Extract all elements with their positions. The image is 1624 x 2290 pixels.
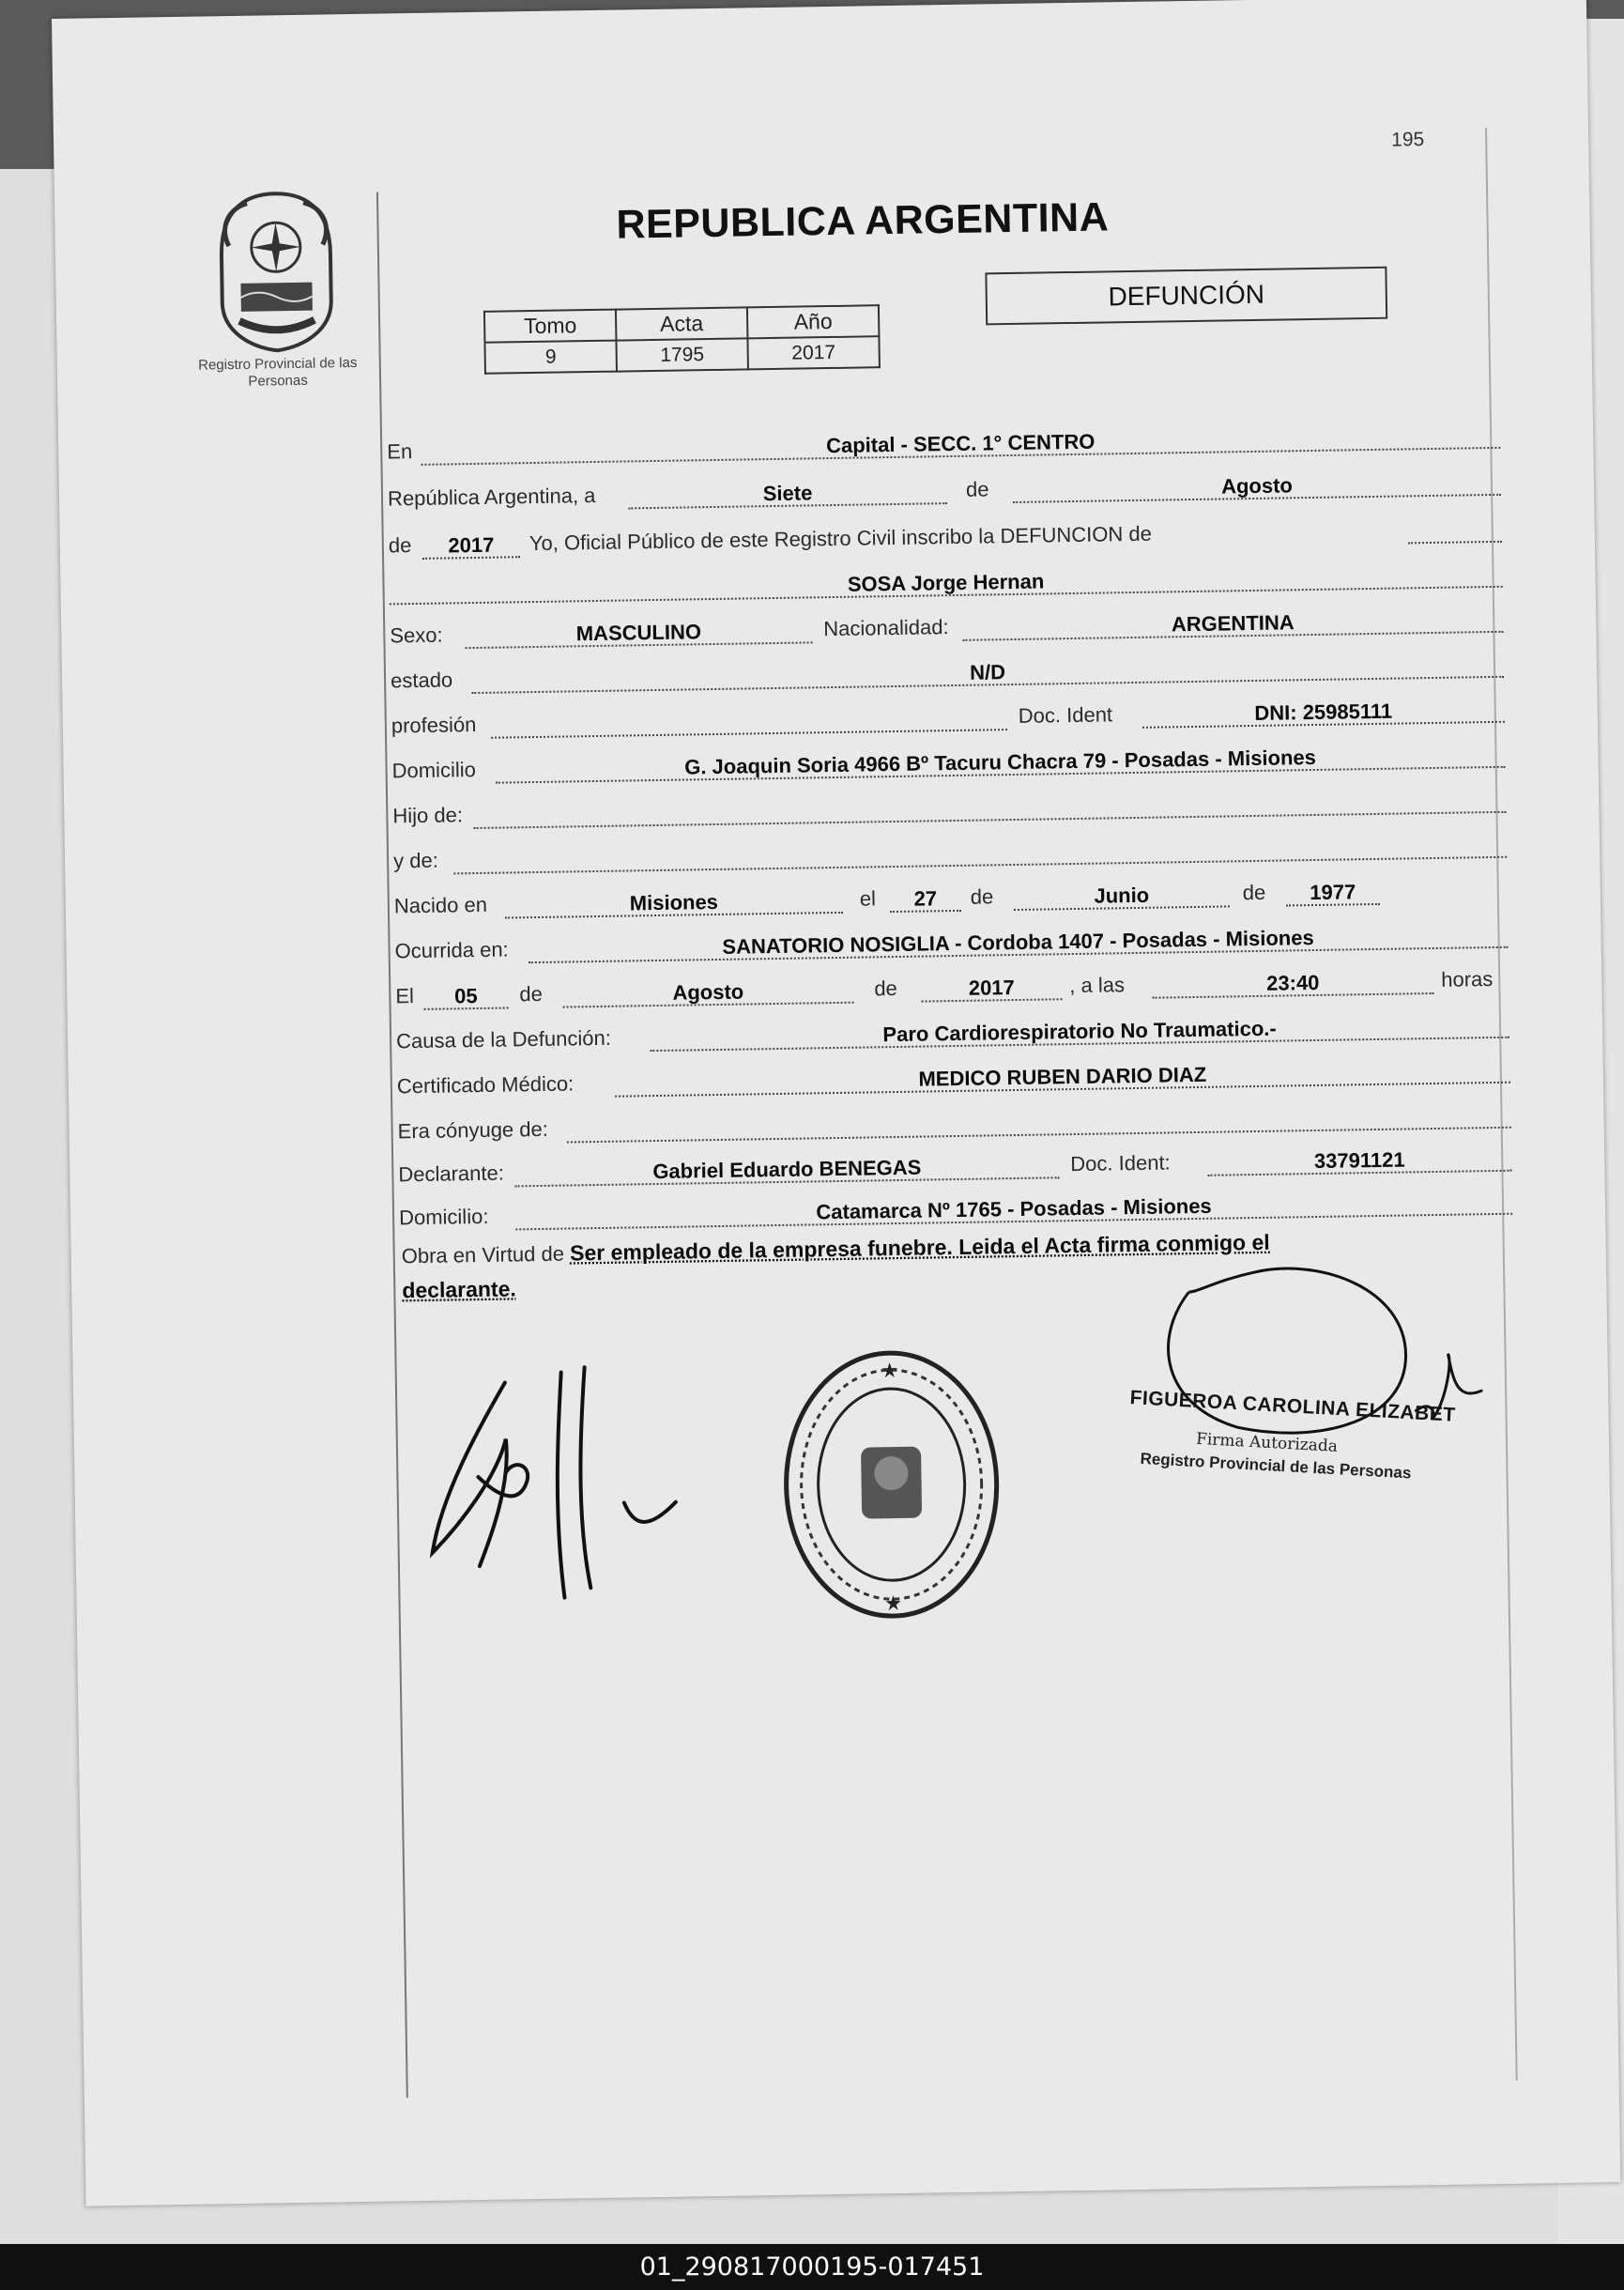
value-nacionalidad: ARGENTINA: [1171, 610, 1295, 637]
value-nac-mes: Junio: [1094, 883, 1150, 908]
document-title: REPUBLICA ARGENTINA: [616, 194, 1110, 248]
label-doc-ident-2: Doc. Ident:: [1070, 1150, 1171, 1176]
label-a-las: , a las: [1069, 973, 1126, 998]
label-domicilio: Domicilio: [391, 758, 477, 783]
value-declarante: Gabriel Eduardo BENEGAS: [652, 1155, 922, 1184]
field-nacionalidad: [962, 606, 1503, 641]
label-conyuge: Era cónyuge de:: [397, 1116, 549, 1144]
issuer-caption: Registro Provincial de las Personas: [198, 354, 358, 390]
label-certificado: Certificado Médico:: [396, 1071, 575, 1099]
field-ocurrida: [528, 921, 1508, 963]
field-nacido: [505, 886, 843, 919]
label-de-6: de: [874, 976, 898, 1001]
value-obra-1: Ser empleado de la empresa funebre. Leida el Acta firma conmigo el: [569, 1229, 1270, 1266]
row-y-de: [393, 826, 1510, 878]
registry-stamp-icon: [772, 1342, 1011, 1627]
field-dia: [628, 477, 947, 509]
ref-value-anio: 2017: [747, 336, 880, 369]
label-el-2: El: [395, 984, 415, 1008]
row-inscribo: [389, 511, 1506, 562]
value-domicilio-2: Catamarca Nº 1765 - Posadas - Misiones: [816, 1193, 1212, 1224]
ref-header-anio: Año: [747, 305, 880, 338]
death-certificate-page: [52, 0, 1620, 2206]
row-ocurrida: [394, 916, 1511, 968]
label-domicilio-2: Domicilio:: [398, 1204, 489, 1230]
field-nac-mes: [1014, 880, 1230, 911]
value-doc-ident: DNI: 25985111: [1254, 699, 1393, 725]
field-anio: [422, 530, 520, 560]
value-nac-dia: 27: [913, 886, 938, 911]
row-certificado: [397, 1052, 1514, 1103]
field-certificado: [615, 1056, 1510, 1098]
label-doc-ident: Doc. Ident: [1018, 702, 1113, 728]
row-nombre: [389, 556, 1506, 607]
label-ocurrida: Ocurrida en:: [394, 937, 509, 963]
value-dia: Siete: [762, 481, 813, 506]
row-conyuge: [397, 1097, 1514, 1148]
row-causa: [396, 1007, 1513, 1058]
official-office: Registro Provincial de las Personas: [1140, 1449, 1412, 1483]
label-estado: estado: [390, 668, 453, 693]
record-type-box: DEFUNCIÓN: [985, 267, 1387, 326]
field-causa: [650, 1011, 1509, 1052]
field-fall-mes: [562, 976, 853, 1008]
value-nombre: SOSA Jorge Hernan: [847, 569, 1045, 596]
label-horas: horas: [1441, 967, 1494, 991]
value-fall-anio: 2017: [968, 976, 1015, 1000]
row-sexo: [390, 601, 1507, 653]
field-nombre: [389, 561, 1502, 606]
label-de-1: de: [965, 477, 989, 501]
field-domicilio: [495, 741, 1505, 784]
row-profesion: [391, 691, 1509, 743]
field-doc-ident-2: [1207, 1145, 1511, 1176]
declarant-signature-icon: [421, 1360, 725, 1609]
value-en: Capital - SECC. 1° CENTRO: [825, 429, 1095, 458]
field-estado: [471, 651, 1504, 694]
value-certificado: MEDICO RUBEN DARIO DIAZ: [918, 1062, 1207, 1091]
field-en: [421, 422, 1500, 466]
ref-value-tomo: 9: [484, 341, 617, 374]
official-role: Firma Autorizada: [1195, 1429, 1339, 1456]
field-y-de: [453, 831, 1507, 875]
value-mes: Agosto: [1220, 473, 1294, 499]
ref-value-acta: 1795: [616, 338, 748, 371]
label-nacionalidad: Nacionalidad:: [823, 615, 949, 641]
row-nacido: [394, 871, 1511, 923]
field-fall-dia: [423, 981, 508, 1009]
value-nac-anio: 1977: [1310, 880, 1356, 905]
value-sexo: MASCULINO: [575, 620, 702, 646]
value-domicilio: G. Joaquin Soria 4966 Bº Tacuru Chacra 79 - Posadas - Misiones: [684, 745, 1317, 779]
label-en: En: [387, 439, 413, 464]
field-profesion: [491, 703, 1007, 739]
inscribo-text: Yo, Oficial Público de este Registro Civil inscribo la DEFUNCION de: [529, 521, 1153, 556]
field-declarante: [514, 1151, 1059, 1187]
value-causa: Paro Cardiorespiratorio No Traumatico.-: [882, 1016, 1277, 1047]
official-signature-icon: [1132, 1250, 1520, 1462]
official-name: FIGUEROA CAROLINA ELIZABET: [1129, 1387, 1457, 1426]
row-estado: [391, 646, 1508, 698]
value-obra-2: declarante.: [402, 1276, 516, 1303]
value-estado: N/D: [969, 660, 1006, 684]
label-el: el: [859, 886, 877, 911]
label-declarante: Declarante:: [398, 1160, 505, 1187]
province-coat-of-arms-icon: [209, 188, 344, 354]
label-de-3: de: [970, 884, 994, 909]
field-fall-anio: [921, 973, 1062, 1002]
label-nacido: Nacido en: [393, 892, 488, 918]
row-declarante: [398, 1140, 1515, 1191]
row-domicilio: [391, 736, 1509, 788]
label-obra: Obra en Virtud de: [401, 1241, 565, 1268]
value-nacido: Misiones: [629, 889, 719, 915]
page-number: 195: [1391, 129, 1425, 151]
label-de-2: de: [388, 533, 412, 558]
value-fall-mes: Agosto: [672, 979, 744, 1005]
row-en: [387, 417, 1504, 469]
field-sexo: [465, 616, 812, 649]
value-hora: 23:40: [1265, 970, 1320, 995]
label-republica: República Argentina, a: [387, 483, 596, 511]
field-conyuge: [566, 1101, 1510, 1144]
label-profesion: profesión: [391, 712, 477, 738]
label-y-de: y de:: [392, 848, 439, 873]
field-hijo: [473, 786, 1506, 829]
label-hijo: Hijo de:: [392, 803, 464, 828]
field-hora: [1152, 967, 1433, 999]
row-hijo: [392, 781, 1509, 833]
field-inscribo-blank: [1408, 515, 1502, 545]
row-fecha-acta: [388, 464, 1505, 515]
ref-header-tomo: Tomo: [484, 310, 617, 343]
value-anio: 2017: [448, 532, 495, 558]
row-fecha-defuncion: [395, 961, 1512, 1013]
label-sexo: Sexo:: [390, 622, 443, 648]
value-ocurrida: SANATORIO NOSIGLIA - Cordoba 1407 - Posadas - Misiones: [722, 926, 1314, 959]
ref-header-acta: Acta: [616, 307, 748, 340]
field-nac-anio: [1286, 878, 1380, 907]
label-causa: Causa de la Defunción:: [395, 1025, 612, 1053]
label-de-5: de: [519, 981, 544, 1007]
label-de-4: de: [1242, 880, 1266, 905]
value-fall-dia: 05: [453, 984, 478, 1008]
scan-filename: 01_290817000195-017451: [0, 2244, 1624, 2290]
field-nac-dia: [890, 884, 961, 913]
field-doc-ident: [1142, 696, 1505, 729]
reference-table: [483, 304, 881, 375]
field-mes: [1013, 469, 1501, 503]
value-doc-ident-2: 33791121: [1313, 1147, 1405, 1174]
